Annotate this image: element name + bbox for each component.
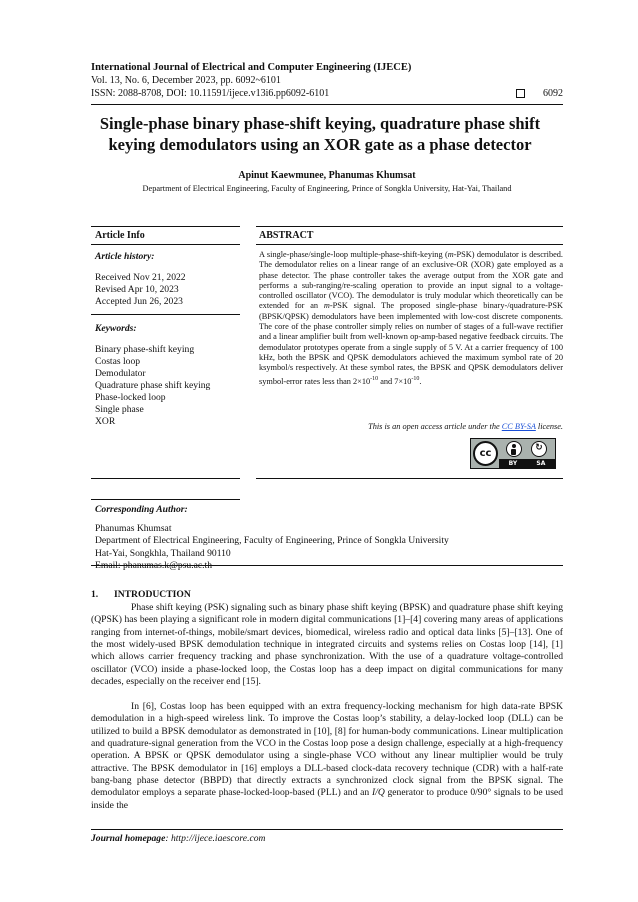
license-link[interactable]: CC BY-SA [501,422,536,431]
section-title: INTRODUCTION [114,589,191,600]
corresponding-heading: Corresponding Author: [95,504,188,515]
badge-strip [499,459,555,468]
history-item: Received Nov 21, 2022 [95,272,186,283]
abstract-text [259,250,563,387]
abstract-part: . [419,376,422,386]
journal-homepage-footer [91,833,265,845]
abstract-top-rule [256,226,563,227]
license-text: This is an open access article under the [368,422,502,431]
license-line [259,421,563,432]
person-icon [506,441,522,457]
paper-title [70,113,570,155]
article-info-bottom-rule [91,478,240,479]
keyword-item: Demodulator [95,368,146,379]
corresponding-name: Phanumas Khumsat [95,523,172,534]
intro-paragraph-1 [91,602,563,688]
footer-url[interactable]: : http://ijece.iaescore.com [165,833,266,844]
abstract-italic: m [323,301,330,311]
introduction-heading [91,589,191,601]
journal-name: International Journal of Electrical and Computer Engineering (IJECE) [91,62,412,73]
paragraph-text: In [6], Costas loop has been equipped with an extra frequency-locking mechanism for high data-rate BPSK demodulation in a high-speed wireless link. To improve the Costas loop’s stability, a delay-locked loop (DLL) can be utilized to build a BPSK demodulator as demonstrated in [10], [8] for human-body communications. Linear multiplication and quadrature-signal generation from the VCO in the Costas loop pose a design challenge, especially at a high-frequency operation. A BPSK or QPSK demodulator using a single-phase VCO without any linear multiplier would be truly attractive. The BPSK demodulator in [16] employs a DLL-based clock-data recovery technique (CDR) with a half-rate bang-bang phase detector (BBPD) that directly extracts a synchronized clock signal from the BPSK signal. The demodulator employs a separate phase-locked-loop-based (PLL) and an [91,701,563,799]
share-alike-icon: ↻ [531,441,547,457]
page-number: 6092 [543,88,563,99]
corresponding-author [95,504,565,573]
footer-rule [91,829,563,830]
title-line-1: Single-phase binary phase-shift keying, quadrature phase shift [99,114,541,133]
article-info-heading: Article Info [95,230,145,241]
volume-line: Vol. 13, No. 6, December 2023, pp. 6092~6101 [91,75,281,86]
abstract-part: -PSK signal. The proposed single-phase binary-/quadrature-PSK (BPSK/QPSK) demodulators have been implemented with low-cost discrete components. The core of the phase controller simply relies on number of stages of a full-wave rectifier and a linear amplifier built from well-known op-amp-based negative feedback circuits. The demodulator prototypes operate from a single supply of 5 V. At a carrier frequency of 100 kHz, both the BPSK and QPSK demodulators achieved the maximum symbol rate of 20 ksymbol/s respectively. At these symbol rates, the BPSK and QPSK demodulators deliver symbol-error rates less than 2×10 [259,301,563,386]
cc-by-sa-badge[interactable] [470,438,556,469]
authors: Apinut Kaewmunee, Phanumas Khumsat [238,170,416,181]
intro-paragraph-2 [91,701,563,812]
history-item: Accepted Jun 26, 2023 [95,296,183,307]
issn-line: ISSN: 2088-8708, DOI: 10.11591/ijece.v13i6.pp6092-6101 [91,88,330,99]
article-info-mid-rule [91,244,240,245]
paragraph-text: Phase shift keying (PSK) signaling such as binary phase shift keying (BPSK) and quadrature phase shift keying (QPSK) has been playing a significant role in modern digital communications [1]–[4] covering many areas of applications ranging from internet-of-things, mobile/smart devices, biomedical, wireless radio and optical data links [5]–[13]. One of the most widely-used BPSK demodulation technique in integrated circuits and systems relies on Costas loop [14], [1] which allows carrier frequency tracking and phase synchronization. With the use of a quadrature voltage-controlled oscillator (VCO) inside a phase-locked loop, the Costas loop has a deep impact on digital communications for many decades, especially on the receiver end [15]. [91,602,563,688]
abstract-exponent: -10 [411,375,420,382]
abstract-exponent: -10 [370,375,379,382]
article-history [95,251,245,308]
section-number: 1. [91,589,99,600]
journal-header [91,61,563,100]
keyword-item: Quadrature phase shift keying [95,380,211,391]
abstract-part: A single-phase/single-loop multiple-phase-shift-keying ( [259,250,448,259]
abstract-part: -PSK) demodulator is described. The demodulator relies on a linear range of an exclusive-OR (XOR) gate employed as a phase detector. The phase controller takes the average output from the XOR gate and performs a sub-ranging/re-scaling operation to provide an input signal to a voltage-controlled oscillator (VCO). The demodulator is truly modular which theoretically can be extended for an [259,250,563,311]
corresponding-dept: Department of Electrical Engineering, Faculty of Engineering, Prince of Songkla University [95,535,449,547]
issn-row [91,87,563,100]
abstract-mid-rule [256,244,563,245]
page-number-group [516,87,563,100]
keyword-item: Single phase [95,404,144,415]
abstract-bottom-rule [256,478,563,479]
keywords-block [95,323,245,428]
keywords-rule [91,314,240,315]
paragraph-text: generator to produce 0/90° signals to be used inside the [91,787,563,811]
keywords-heading: Keywords: [95,323,137,334]
cc-logo-icon: cc [473,441,498,466]
abstract-italic: m [447,250,454,259]
abstract-part: and 7×10 [378,376,412,386]
abstract-heading: ABSTRACT [259,230,314,241]
keyword-item: XOR [95,416,116,427]
corresponding-email: Email: phanumas.k@psu.ac.th [95,560,213,572]
keyword-item: Phase-locked loop [95,392,166,403]
paragraph-italic: I/Q [371,787,385,799]
corresponding-bottom-rule [91,565,563,566]
keyword-item: Costas loop [95,356,141,367]
badge-by-label: BY [508,460,518,467]
license-text: license. [535,422,563,431]
title-line-2: keying demodulators using an XOR gate as a phase detector [108,135,532,154]
corresponding-rule [91,499,240,500]
header-rule [91,104,563,105]
footer-label: Journal homepage [91,833,166,844]
corresponding-address: Hat-Yai, Songkhla, Thailand 90110 [95,547,231,559]
affiliation: Department of Electrical Engineering, Faculty of Engineering, Prince of Songkla University, Hat-Yai, Thailand [142,184,512,193]
article-info-top-rule [91,226,240,227]
keyword-item: Binary phase-shift keying [95,344,195,355]
history-item: Revised Apr 10, 2023 [95,284,179,295]
article-history-heading: Article history: [95,251,155,262]
badge-sa-label: SA [536,460,546,467]
square-box-icon [516,89,525,98]
